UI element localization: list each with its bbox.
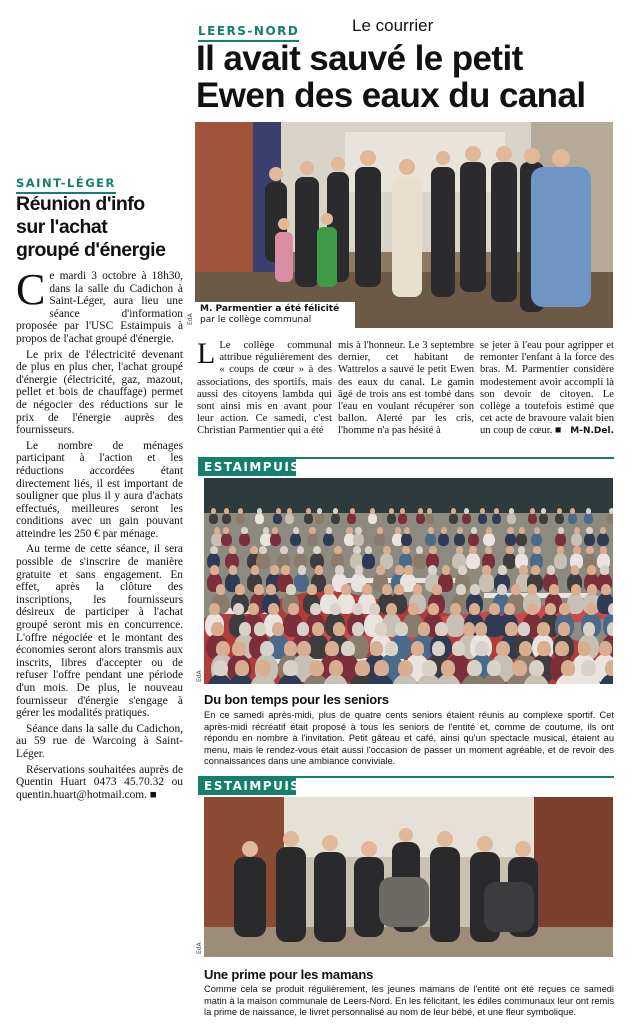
crowd-person-head [457,527,463,534]
crowd-person [505,533,516,546]
crowd-person-head [428,603,439,615]
crowd-person [331,513,340,524]
crowd-person-head [238,508,243,514]
crowd-person-head [281,565,290,575]
crowd-person [425,513,434,524]
crowd-person [597,533,608,546]
crowd-person-head [496,641,509,656]
crowd-person [239,533,250,546]
crowd-person-head [352,622,364,636]
crowd-person [401,533,412,546]
crowd-person-head [531,565,540,575]
crowd-person-head [408,603,419,615]
crowd-person-head [284,641,297,656]
crowd-person-head [463,622,475,636]
group-portrait-illustration [195,122,613,328]
crowd-person-head [329,660,344,676]
mamans-photo-credit: EdA [196,942,203,954]
crowd-person-head [239,622,251,636]
crowd-person-head [233,603,244,615]
crowd-person-head [456,546,463,554]
crowd-person-head [280,546,287,554]
crowd-person-head [545,603,556,615]
crowd-person-head [537,641,550,656]
crowd-person-head [537,622,549,636]
crowd-person-head [570,508,575,514]
crowd-person-head [429,546,436,554]
crowd-person [492,513,501,524]
crowd-person-head [395,527,401,534]
crowd-person-head [600,527,606,534]
crowd-person-head [586,603,597,615]
crowd-person-head [586,527,592,534]
crowd-person-head [229,565,238,575]
crowd-person-head [428,527,434,534]
crowd-person-head [418,508,423,514]
section-tag-estaimpuis-seniors: ESTAIMPUIS [198,459,296,476]
crowd-person-head [263,527,269,534]
section-tag-saint-leger: SAINT-LÉGER [16,176,116,194]
crowd-person [362,553,375,569]
left-article-p3: Le nombre de ménages participant à l'action et les réductions accordées étant directement liés, il est important de souligner que plus il y aura d'achats effectués, meilleures seront les conditions avec un gain pouvant atteindre les 250 € par ménage. [16,439,183,540]
crowd-person-head [464,508,469,514]
crowd-person [555,513,564,524]
crowd-person-head [574,527,580,534]
crowd-person-head [432,584,442,595]
crowd-person [315,513,324,524]
crowd-person-head [309,660,324,676]
crowd-person-head [581,660,596,676]
photo-seniors-hall [204,478,613,684]
crowd-person-head [571,565,580,575]
section-rule-mamans [198,776,614,778]
left-article-title-line-3: groupé d'énergie [16,239,166,261]
crowd-person-head [601,584,611,595]
crowd-person-head [599,641,612,656]
crowd-person-head [383,546,390,554]
crowd-person-head [374,660,389,676]
crowd-person-head [441,527,447,534]
crowd-person [368,513,377,524]
crowd-person-head [442,565,451,575]
crowd-person-head [467,660,482,676]
crowd-person-head [507,527,513,534]
crowd-person-head [482,565,491,575]
crowd-person-head [209,603,220,615]
crowd-person-head [470,584,480,595]
crowd-person-head [534,527,540,534]
crowd-person-head [404,565,413,575]
crowd-person-head [334,546,341,554]
crowd-person-head [377,527,383,534]
crowd-person-head [480,508,485,514]
crowd-person-head [350,508,355,514]
left-article-title-line-2: sur l'achat [16,216,108,238]
left-article-body: Ce mardi 3 octobre à 18h30, dans la salle du Cadichon à Saint-Léger, aura lieu une séance d'information proposée par l'USC Estaimpuis à propos de l'achat groupé d'énergie. Le prix de l'électricité devenant de plus en plus cher, l'achat groupé d'énergie (électricité, gaz, mazout, pellet et bois de chauffage) permet de négocier des réductions sur le prix de l'énergie auprès des fournisseurs. Le nombre de ménages participant à l'action et les réductions accordées étant directement liés, il est important de souligner que plus il y aura d'achats effectués, meilleures seront les conditions avec un gain pouvant atteindre les 250 € par ménage. Au terme de cette séance, il sera possible de s'inscrire de manière gratuite et sans engagement. En effet, après la clôture des inscriptions, les fournisseurs désireux de participer à l'achat groupé seront mis en concurrence. L'offre négociée et le montant des économies seront alors transmis aux inscrits, libres d'accepter ou de refuser l'offre pendant une période d'un mois. De plus, le nouveau fournisseur d'énergie s'engage à gérer les modalités pratiques. Séance dans la salle du Cadichon, au 59 rue de Warcoing à Saint-Léger. Réservations souhaitées auprès de Quentin Huart 0473 45.70.32 ou quentin.huart@hotmail.com. ■ [16,270,183,801]
crowd-person [270,533,281,546]
crowd-person-head [469,546,476,554]
article-1-col-2 [338,340,474,438]
crowd-person-head [260,641,273,656]
crowd-person-head [583,622,595,636]
crowd-person-head [214,527,220,534]
crowd-person-head [587,565,596,575]
crowd-person-head [355,660,370,676]
crowd-person-head [400,508,405,514]
crowd-person-head [527,584,537,595]
crowd-person-head [330,603,341,615]
crowd-person-head [298,565,307,575]
crowd-person-head [248,603,259,615]
crowd-person [539,513,548,524]
crowd-person-head [441,660,456,676]
crowd-person-head [428,565,437,575]
crowd-person [478,513,487,524]
crowd-person-head [250,546,257,554]
seniors-photo-credit: EdA [196,670,203,682]
crowd-person-head [555,641,568,656]
crowd-person-head [541,508,546,514]
crowd-person-head [315,565,324,575]
crowd-person [584,533,595,546]
article-1-col-1-text: Le collège communal attribue régulièrement des « coups de cœur » à des associations, des sportifs, mais aussi des citoyens lambda qui sont ainsi mis en avant pour leur action. Ce samedi, c'est Christian Parmentier qui a été [197,340,332,437]
crowd-person-head [355,565,364,575]
crowd-person-head [530,508,535,514]
crowd-person-head [326,527,332,534]
crowd-person-head [586,508,591,514]
publication-name: Le courrier [352,16,434,35]
crowd-person-head [435,622,447,636]
crowd-person-head [471,527,477,534]
crowd-person-head [398,660,413,676]
crowd-person-head [333,508,338,514]
crowd-person-head [511,584,521,595]
crowd-person-head [362,584,372,595]
crowd-person [571,533,582,546]
left-article-p5: Séance dans la salle du Cadichon, au 59 rue de Warcoing à Saint-Léger. [16,722,183,760]
crowd-person-head [450,603,461,615]
crowd-person-head [376,565,385,575]
crowd-person-head [504,603,515,615]
crowd-person-head [352,603,363,615]
crowd-person-head [211,508,216,514]
seniors-crowd [204,478,613,684]
crowd-person [425,533,436,546]
crowd-person-head [341,584,351,595]
crowd-person-head [229,546,236,554]
crowd-person-head [286,584,296,595]
crowd-person-head [312,622,324,636]
crowd-person-head [370,641,383,656]
crowd-person-head [333,622,345,636]
crowd-person-head [505,622,517,636]
crowd-person-head [251,565,260,575]
crowd-person [462,513,471,524]
crowd-person-head [306,508,311,514]
crowd-person-head [309,527,315,534]
left-article-p1: e mardi 3 octobre à 18h30, dans la salle du Cadichon à Saint-Léger, aura lieu une séance d'information proposée par l'USC Estaimpuis à propos de l'achat groupé d'énergie. [16,270,183,345]
crowd-person-head [497,584,507,595]
crowd-person-head [571,584,581,595]
crowd-person-head [418,622,430,636]
crowd-person-head [402,546,409,554]
left-article-dropcap: C [16,270,46,314]
crowd-person-head [293,527,299,534]
crowd-person-head [573,546,580,554]
crowd-person [555,533,566,546]
crowd-person [398,513,407,524]
crowd-person-head [586,546,593,554]
crowd-person [222,513,231,524]
crowd-person-head [587,584,597,595]
crowd-person [584,513,593,524]
article-1-col-3-text: se jeter à l'eau pour agripper et remonter l'enfant à la force des bras. M. Parmentier considère modestement avoir accompli là son devoir de citoyen. Le collège a toutefois estimé que cet acte de bravoure valait bien un coup de cœur. [480,340,614,437]
crowd-person [528,513,537,524]
crowd-person-head [224,508,229,514]
crowd-person-head [210,546,217,554]
crowd-person [323,533,334,546]
crowd-person-head [487,660,502,676]
crowd-person-head [475,622,487,636]
left-article-p6: Réservations souhaitées auprès de Quentin Huart 0473 45.70.32 ou quentin.huart@hotmail.com. [16,763,183,801]
section-tag-estaimpuis-mamans: ESTAIMPUIS [198,778,296,795]
crowd-person-head [469,603,480,615]
crowd-person-head [394,584,404,595]
crowd-person [507,513,516,524]
crowd-person-head [272,527,278,534]
mamans-title: Une prime pour les mamans [204,967,374,982]
photo-caption-rest: par le collège communal [200,315,312,325]
crowd-person-head [533,546,540,554]
crowd-person-head [369,603,380,615]
crowd-person-head [558,622,570,636]
crowd-person-head [346,527,352,534]
crowd-person-head [494,508,499,514]
crowd-person-head [297,622,309,636]
mamans-illustration [204,797,613,957]
crowd-person-head [519,565,528,575]
crowd-person [446,613,466,636]
crowd-person-head [256,660,271,676]
crowd-person [221,533,232,546]
crowd-person-head [375,622,387,636]
crowd-person-head [518,622,530,636]
crowd-person [307,533,318,546]
crowd-person-head [578,641,591,656]
crowd-person-head [395,565,404,575]
crowd-person-head [389,508,394,514]
crowd-person [438,533,449,546]
crowd-person-head [607,622,613,636]
crowd-person-head [287,508,292,514]
crowd-person [209,513,218,524]
crowd-person [479,573,494,591]
crowd-person-head [297,641,310,656]
section-tag-leers-nord: LEERS-NORD [198,24,299,42]
crowd-person-head [216,584,226,595]
seniors-body: En ce samedi après-midi, plus de quatre cents seniors étaient réunis au complexe sportif. Cet après-midi récréatif était proposé à tous les seniors de l'entité et, comme de coutume, ils ont répondu en nombre à l'invitation. Petit gâteau et café, ainsi qu'un spectacle musical, étaient au menu, mais le rendez-vous était aussi l'occasion de passer un moment agréable, et de revoir des connaissances dans une ambiance conviviale. [204,710,614,767]
crowd-person-head [561,660,576,676]
crowd-person [568,513,577,524]
crowd-person-head [353,546,360,554]
crowd-person [483,533,494,546]
crowd-person-head [427,508,432,514]
crowd-person [353,533,364,546]
crowd-person-head [317,508,322,514]
crowd-person-head [518,546,525,554]
crowd-person-head [241,527,247,534]
crowd-person-head [452,641,465,656]
crowd-person [290,533,301,546]
crowd-person-head [235,660,250,676]
crowd-person [466,553,479,569]
crowd-person-head [458,565,467,575]
crowd-person-head [608,603,613,615]
crowd-person-head [498,565,507,575]
crowd-person-head [413,584,423,595]
crowd-person-head [451,508,456,514]
crowd-person-head [600,565,609,575]
crowd-person-head [341,641,354,656]
crowd-person-head [254,584,264,595]
photo-mamans [204,797,613,957]
crowd-person-head [558,527,564,534]
crowd-person-head [506,546,513,554]
crowd-person [516,533,527,546]
crowd-person-head [519,527,525,534]
seniors-title: Du bon temps pour les seniors [204,692,389,707]
crowd-person-head [489,603,500,615]
article-1-col-3: se jeter à l'eau pour agripper et remonter l'enfant à la force des bras. M. Parmentier considère modestement avoir accompli là son devoir de citoyen. Le collège a toutefois estimé que cet acte de bravoure valait bien un coup de cœur. ■ M-N.Del. [480,340,614,437]
headline-line-1: Il avait sauvé le petit [196,39,523,78]
mamans-body: Comme cela se produit régulièrement, les jeunes mamans de l'entité ont été reçues ce samedi matin à la maison communale de Leers-Nord. En les félicitant, les édiles communaux leur ont remis la prime de naissance, le livret personnalisé au nom de leur bébé, et une fleur symbolique. [204,984,614,1018]
crowd-person-head [283,660,298,676]
photo-group-portrait [195,122,613,328]
crowd-person-head [370,508,375,514]
crowd-person-head [422,660,437,676]
crowd-person [387,513,396,524]
article-1-col-1 [197,337,332,438]
headline-line-2: Ewen des eaux du canal [196,76,586,115]
crowd-person [285,513,294,524]
crowd-person-head [257,508,262,514]
headline [196,40,616,114]
crowd-person-head [486,527,492,534]
crowd-person-head [235,584,245,595]
crowd-person-head [232,641,245,656]
crowd-person-head [272,622,284,636]
crowd-person-head [549,584,559,595]
crowd-person [607,513,613,524]
article-1-col-2-text: mis à l'honneur. Le 3 septembre dernier, cet habitant de Wattrelos a sauvé le petit Ewen des eaux du canal. Le gamin âgé de trois ans est tombé dans l'eau en voulant récupérer son ballon. Alerté par les cris, l'homme n'a pas hésité à [338,340,474,437]
crowd-person-head [288,603,299,615]
crowd-person-head [216,641,229,656]
crowd-person-head [335,565,344,575]
crowd-person-head [259,546,266,554]
crowd-person-head [324,584,334,595]
photo-caption-bold: M. Parmentier a été félicité [200,304,340,314]
left-article-p4: Au terme de cette séance, il sera possible de s'inscrire de manière gratuite et sans engagement. En effet, après la clôture des inscriptions, les fournisseurs désireux de participer à l'achat groupé seront mis en concurrence. L'offre négociée et le montant des économies seront alors transmis aux inscrits, libres d'accepter ou de refuser l'offre pendant une période d'un mois. De plus, le nouveau fournisseur d'énergie s'engage à gérer les modalités pratiques. [16,543,183,720]
crowd-person-head [557,508,562,514]
crowd-person-head [276,508,281,514]
crowd-person [347,513,356,524]
crowd-person-head [519,641,532,656]
crowd-person-head [213,660,228,676]
crowd-person-head [609,508,613,514]
crowd-person-head [475,641,488,656]
crowd-person-head [404,527,410,534]
crowd-person [236,513,245,524]
crowd-person-head [395,622,407,636]
left-article-p2: Le prix de l'électricité devenant de plus en plus cher, l'achat groupé d'énergie (électricité, gaz, mazout, pellet et bois de chauffage) permet de négocier des réductions sur le prix de l'énergie auprès des fournisseurs. [16,348,183,437]
left-article-title-line-1: Réunion d'info [16,193,145,215]
crowd-person-head [385,641,398,656]
crowd-person [468,533,479,546]
crowd-person [554,553,567,569]
left-article-title [16,193,186,262]
crowd-person [273,513,282,524]
crowd-person-head [432,641,445,656]
crowd-person-head [411,641,424,656]
crowd-person [413,553,426,569]
crowd-person-head [386,603,397,615]
crowd-person-head [210,565,219,575]
crowd-person-head [559,603,570,615]
crowd-person-head [211,622,223,636]
crowd-person-head [509,508,514,514]
crowd-person-head [456,584,466,595]
crowd-person [304,513,313,524]
crowd-person-head [382,584,392,595]
photo-caption [195,302,355,328]
crowd-person [449,513,458,524]
crowd-person [374,533,385,546]
photo-credit: EdA [187,313,194,325]
crowd-person [416,513,425,524]
article-1-dropcap: L [197,337,216,370]
crowd-person-head [512,660,527,676]
crowd-person-head [310,603,321,615]
crowd-person-head [605,660,613,676]
crowd-person-head [547,565,556,575]
section-rule-seniors [198,457,614,459]
article-1-signature: M-N.Del. [570,426,614,437]
crowd-person-head [355,527,361,534]
crowd-person-head [254,622,266,636]
crowd-person [255,513,264,524]
crowd-person-head [270,565,279,575]
crowd-person-head [266,584,276,595]
crowd-person-head [307,584,317,595]
crowd-person-head [313,546,320,554]
crowd-person [531,533,542,546]
crowd-person [454,533,465,546]
crowd-person-head [529,660,544,676]
crowd-person-head [325,641,338,656]
